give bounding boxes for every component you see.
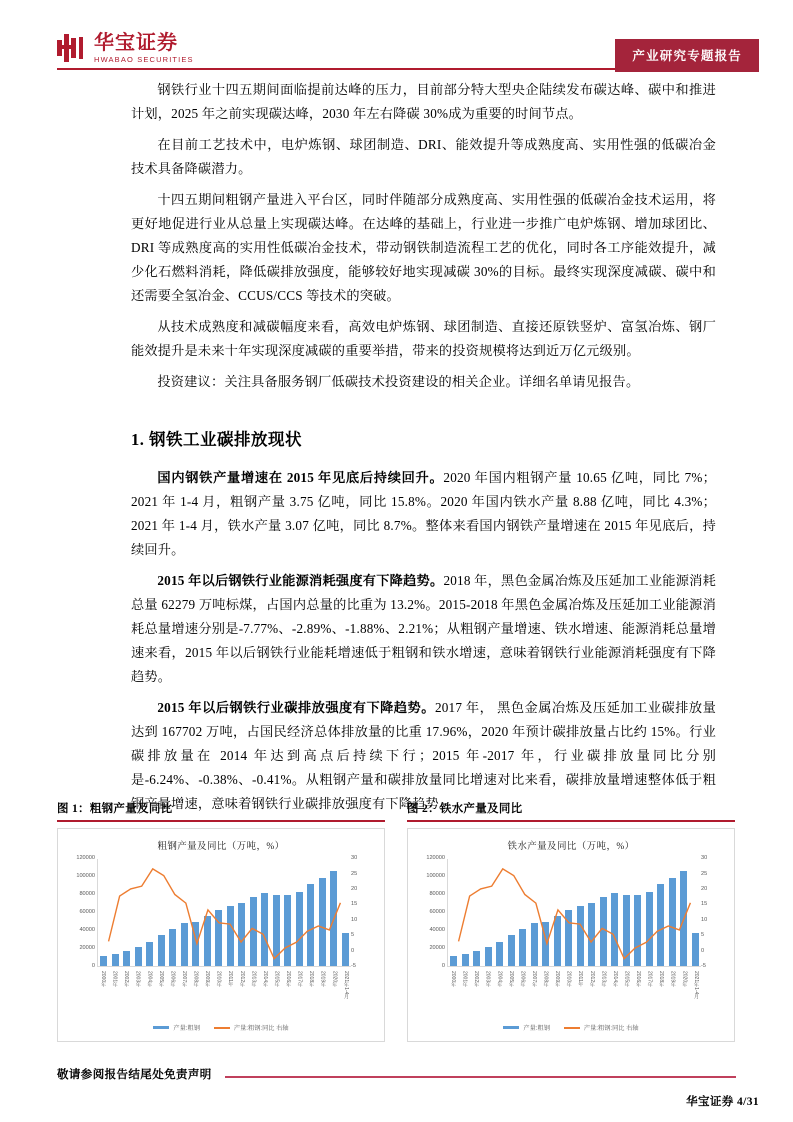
x-axis-tick-label: 2012年 [588,971,595,988]
x-axis-tick-label: 2004年 [146,971,153,988]
chart-plot-area [65,855,377,1000]
legend-swatch-line-icon [564,1027,580,1029]
y-axis-tick: 80000 [79,891,95,898]
x-axis-tick-label: 2005年 [507,971,514,988]
hwabao-logo-icon [57,34,87,62]
paragraph-rest: 2020 年国内粗钢产量 10.65 亿吨，同比 7%；2021 年 1-4 月，粗钢产量 3.75 亿吨，同比 15.8%。2020 年国内铁水产量 8.88 亿吨，同比 4.3%；2021 年 1-4 月，铁水产量 3.07 亿吨，同比 8.7%。整体来看国内钢铁产量增速在 2015 年见底后，持续回升。 [131,470,716,557]
figure-1 [57,800,385,1042]
x-axis-tick-label: 2021年1-4月 [692,971,699,1000]
figure-caption-rule [57,820,385,822]
y2-axis-tick: 0 [701,947,705,954]
footer-page-number: 华宝证券 4/31 [686,1096,759,1108]
x-axis-tick-label: 2011年 [577,971,584,987]
x-axis-tick-label: 2017年 [646,971,653,988]
page-footer [0,1058,793,1122]
figure-caption: 图 1：粗钢产量及同比 [57,803,173,815]
x-axis-tick-label: 2005年 [157,971,164,988]
x-axis-labels [447,971,701,1029]
legend-label: 产量:粗钢:同比 右轴 [233,1025,289,1033]
y-axis-right [697,855,727,970]
footer-divider [225,1076,736,1078]
y-axis-tick: 20000 [429,945,445,952]
x-axis-tick-label: 2001年 [111,971,118,988]
chart-legend [408,1023,734,1032]
y2-axis-tick: 20 [351,886,358,893]
y2-axis-tick: 30 [701,855,708,862]
x-axis-tick-label: 2001年 [461,971,468,988]
y2-axis-tick: -5 [701,963,706,970]
x-axis-tick-label: 2009年 [204,971,211,988]
y-axis-tick: 60000 [429,909,445,916]
chart-line [109,869,341,959]
paragraph [131,696,716,816]
figure-2 [407,800,735,1042]
paragraph: 从技术成熟度和减碳幅度来看，高效电炉炼钢、球团制造、直接还原铁竖炉、富氢冶炼、钢厂能效提升是未来十年实现深度减碳的重要举措，带来的投资规模将达到近万亿元级别。 [131,319,716,358]
y-axis-tick: 100000 [76,873,95,880]
y2-axis-tick: 25 [351,870,358,877]
x-axis-tick-label: 2012年 [238,971,245,988]
document-body [131,78,716,823]
x-axis-tick-label: 2019年 [669,971,676,988]
figure-caption-rule [407,820,735,822]
chart-container [57,828,385,1042]
legend-item-bar [153,1023,199,1032]
x-axis-tick-label: 2020年 [331,971,338,988]
logo-chinese-name: 华宝证券 [94,32,178,54]
line-series [98,859,351,967]
x-axis-labels [97,971,351,1029]
chart-plot-area [415,855,727,1000]
x-axis-tick-label: 2006年 [519,971,526,988]
figures-row [57,800,736,1042]
y2-axis-tick: -5 [351,963,356,970]
x-axis-tick-label: 2020年 [681,971,688,988]
y-axis-left [415,855,445,970]
x-axis-tick-label: 2011年 [227,971,234,987]
y2-axis-tick: 5 [351,932,355,939]
x-axis-tick-label: 2008年 [192,971,199,988]
x-axis-tick-label: 2000年 [100,971,106,988]
x-axis-tick-label: 2018年 [658,971,665,988]
x-axis-tick-label: 2003年 [484,971,491,988]
x-axis-tick-label: 2004年 [496,971,503,988]
y-axis-tick: 120000 [426,855,445,862]
x-axis-tick-label: 2002年 [473,971,480,988]
paragraph-rest: 2018 年，黑色金属冶炼及压延加工业能源消耗总量 62279 万吨标煤，占国内总量的比重为 13.2%。2015-2018 年黑色金属冶炼及压延加工业能源消耗总量增速分别是-7.77%、-2.89%、-1.88%、2.21%；从粗钢产量增速、铁水增速、能源消耗总量增速来看，2015 年以后钢铁行业能耗增速低于粗钢和铁水增速，意味着钢铁行业能源消耗强度有下降趋势。 [131,573,716,684]
line-series [448,859,701,967]
legend-swatch-bar-icon [153,1026,169,1029]
chart-line [459,869,691,959]
paragraph: 投资建议：关注具备服务钢厂低碳技术投资建设的相关企业。详细名单请见报告。 [157,374,640,389]
legend-item-line [564,1023,639,1032]
y2-axis-tick: 25 [701,870,708,877]
chart-title: 铁水产量及同比（万吨，%） [507,842,635,853]
chart-title: 粗钢产量及同比（万吨，%） [157,842,285,853]
y-axis-tick: 0 [441,963,445,970]
x-axis-tick-label: 2002年 [123,971,130,988]
legend-label: 产量:粗钢 [523,1025,550,1033]
x-axis-tick-label: 2007年 [530,971,537,988]
x-axis-tick-label: 2018年 [308,971,315,988]
paragraph [131,466,716,562]
y2-axis-tick: 15 [351,901,358,908]
chart-canvas [97,859,351,967]
y-axis-left [65,855,95,970]
chart-canvas [447,859,701,967]
paragraph: 在目前工艺技术中，电炉炼钢、球团制造、DRI、能效提升等成熟度高、实用性强的低碳冶金技术具备降碳潜力。 [131,137,716,176]
y-axis-tick: 120000 [76,855,95,862]
x-axis-tick-label: 2016年 [285,971,291,988]
legend-item-line [214,1023,289,1032]
x-axis-tick-label: 2008年 [542,971,549,988]
chart-legend [58,1023,384,1032]
legend-item-bar [503,1023,549,1032]
x-axis-tick-label: 2013年 [600,971,607,988]
y2-axis-tick: 15 [701,901,708,908]
x-axis-tick-label: 2015年 [623,971,630,988]
paragraph: 钢铁行业十四五期间面临提前达峰的压力，目前部分特大型央企陆续发布碳达峰、碳中和推进计划，2025 年之前实现碳达峰，2030 年左右降碳 30%成为重要的时间节点。 [131,82,716,121]
y-axis-tick: 60000 [79,909,95,916]
x-axis-tick-label: 2019年 [319,971,326,988]
x-axis-tick-label: 2010年 [565,971,572,988]
company-logo [57,33,194,64]
y-axis-tick: 80000 [429,891,445,898]
paragraph-lead: 国内钢铁产量增速在 2015 年见底后持续回升。 [157,470,444,485]
y2-axis-tick: 30 [351,855,358,862]
y-axis-tick: 40000 [429,927,445,934]
x-axis-tick-label: 2017年 [296,971,303,988]
x-axis-tick-label: 2010年 [215,971,222,988]
paragraph-lead: 2015 年以后钢铁行业碳排放强度有下降趋势。 [157,700,435,715]
y-axis-tick: 40000 [79,927,95,934]
legend-label: 产量:粗钢 [173,1025,200,1033]
y-axis-tick: 20000 [79,945,95,952]
chart-container [407,828,735,1042]
report-type-badge: 产业研究专题报告 [615,39,759,72]
paragraph [131,569,716,689]
figure-caption: 图 2：铁水产量及同比 [407,803,523,815]
x-axis-tick-label: 2014年 [611,971,618,988]
logo-english-name: HWABAO SECURITIES [94,55,194,64]
section-heading: 1. 钢铁工业碳排放现状 [131,430,302,449]
footer-disclaimer: 敬请参阅报告结尾处免责声明 [57,1069,212,1081]
paragraph-lead: 2015 年以后钢铁行业能源消耗强度有下降趋势。 [157,573,444,588]
x-axis-tick-label: 2009年 [554,971,561,988]
x-axis-tick-label: 2013年 [250,971,257,988]
y-axis-right [347,855,377,970]
y-axis-tick: 0 [91,963,95,970]
legend-label: 产量:粗钢:同比 右轴 [583,1025,639,1033]
x-axis-tick-label: 2003年 [134,971,141,988]
x-axis-tick-label: 2006年 [169,971,176,988]
paragraph-rest: 2017 年， 黑色金属冶炼及压延加工业碳排放量达到 167702 万吨，占国民经济总体排放量的比重 17.96%，2020 年预计碳排放量占比约 15%。行业碳排放量在 2014 年达到高点后持续下行；2015 年-2017 年，行业碳排放量同比分别是-6.24%、-0.38%、-0.41%。从粗钢产量和碳排放量同比增速对比来看，碳排放量增速整体低于粗钢产量增速，意味着钢铁行业碳排放强度有下降趋势。 [131,700,716,811]
x-axis-tick-label: 2016年 [635,971,641,988]
legend-swatch-line-icon [214,1027,230,1029]
x-axis-tick-label: 2000年 [450,971,456,988]
paragraph: 十四五期间粗钢产量进入平台区，同时伴随部分成熟度高、实用性强的低碳冶金技术运用，将更好地促进行业从总量上实现碳达峰。在达峰的基础上，行业进一步推广电炉炼钢、增加球团比、DRI 等成熟度高的实用性低碳冶金技术，带动钢铁制造流程工艺的优化，同时各工序能效提升，减少化石燃料消耗，降低碳排放强度，能够较好地实现减碳 30%的目标。最终实现深度减碳、碳中和还需要全氢冶金、CCUS/CCS 等技术的突破。 [131,192,716,303]
y2-axis-tick: 20 [701,886,708,893]
x-axis-tick-label: 2021年1-4月 [342,971,349,1000]
page-header [0,0,793,78]
y2-axis-tick: 5 [701,932,705,939]
legend-swatch-bar-icon [503,1026,519,1029]
x-axis-tick-label: 2015年 [273,971,280,988]
y2-axis-tick: 10 [701,917,708,924]
y2-axis-tick: 10 [351,917,358,924]
y-axis-tick: 100000 [426,873,445,880]
x-axis-tick-label: 2014年 [261,971,268,988]
y2-axis-tick: 0 [351,947,355,954]
x-axis-tick-label: 2007年 [180,971,187,988]
